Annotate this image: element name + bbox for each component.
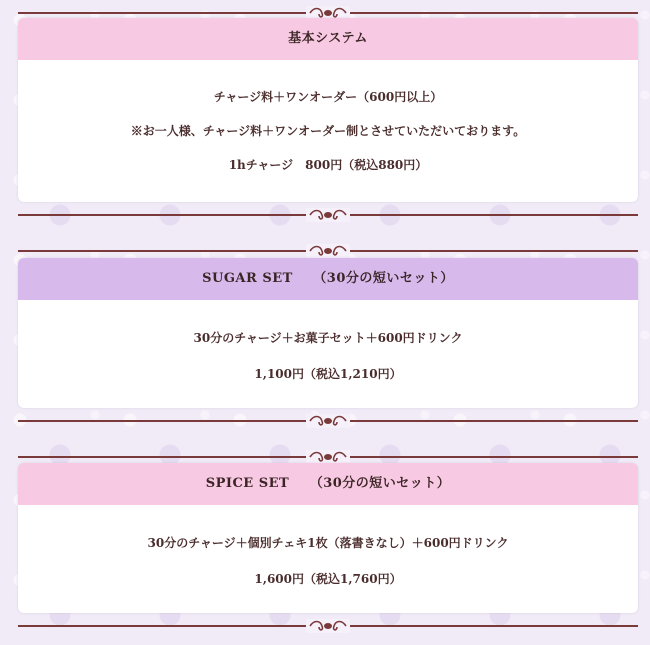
- spice-set-card: [18, 463, 638, 613]
- section-title: SUGAR SET （30分の短いセット）: [18, 258, 638, 300]
- section-divider: [18, 619, 638, 633]
- scroll-ornament-icon: [306, 244, 350, 258]
- scroll-ornament-icon: [306, 619, 350, 633]
- section-divider: [18, 450, 638, 464]
- section-line: 1hチャージ 800円（税込880円）: [228, 158, 428, 172]
- section-title: SPICE SET （30分の短いセット）: [18, 463, 638, 505]
- scroll-ornament-icon: [306, 450, 350, 464]
- section-body: [18, 534, 638, 587]
- section-line: ※お一人様、チャージ料＋ワンオーダー制とさせていただいております。: [130, 124, 526, 138]
- section-title: 基本システム: [18, 18, 638, 60]
- section-body: [18, 329, 638, 382]
- section-divider: [18, 244, 638, 258]
- section-line: 30分のチャージ＋個別チェキ1枚（落書きなし）＋600円ドリンク: [147, 536, 509, 550]
- basic-system-card: [18, 18, 638, 202]
- section-body: [18, 88, 638, 173]
- scroll-ornament-icon: [306, 208, 350, 222]
- section-divider: [18, 208, 638, 222]
- section-line: 30分のチャージ＋お菓子セット＋600円ドリンク: [193, 331, 463, 345]
- sugar-set-card: [18, 258, 638, 408]
- section-line: 1,600円（税込1,760円）: [254, 572, 402, 586]
- scroll-ornament-icon: [306, 414, 350, 428]
- section-divider: [18, 414, 638, 428]
- section-line: チャージ料＋ワンオーダー（600円以上）: [213, 90, 443, 104]
- section-line: 1,100円（税込1,210円）: [254, 367, 402, 381]
